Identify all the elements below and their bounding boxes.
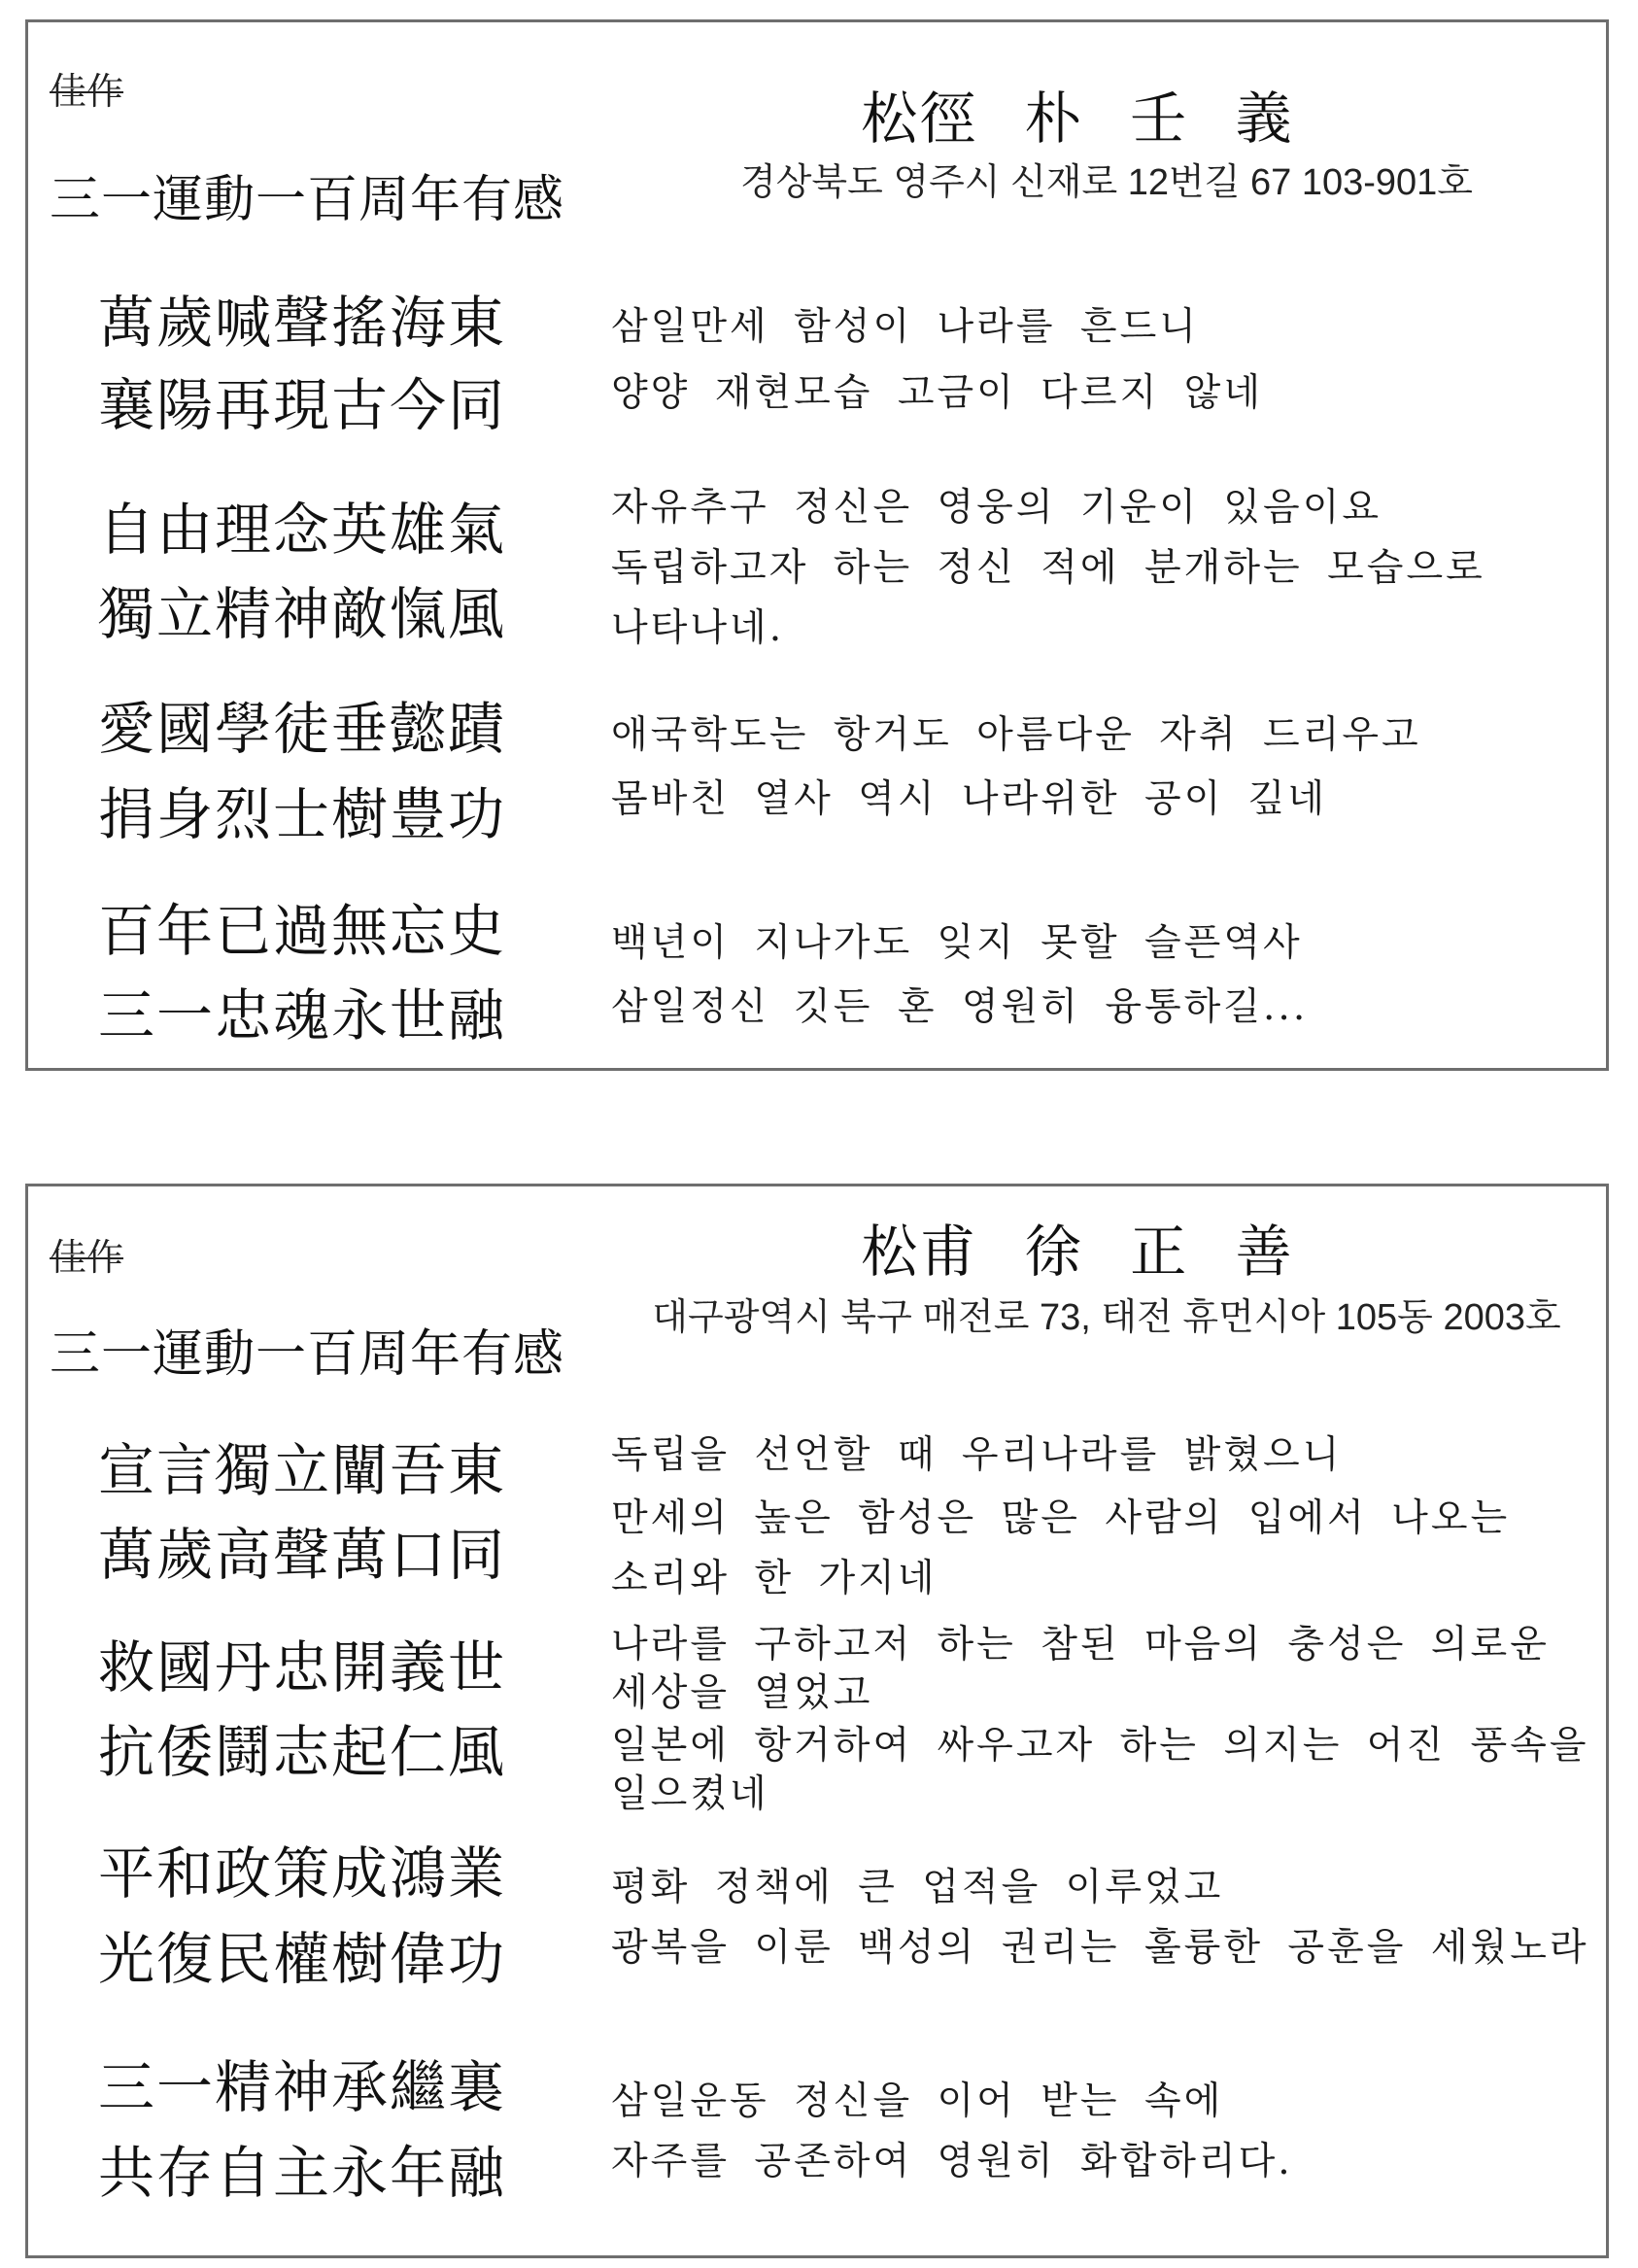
hanja-line: 愛國學徒垂懿蹟	[98, 696, 507, 762]
korean-line: 만세의 높은 함성은 많은 사람의 입에서 나오는	[611, 1496, 1511, 1540]
hanja-line: 獨立精神敵愾風	[98, 581, 507, 647]
author-address: 경상북도 영주시 신재로 12번길 67 103-901호	[740, 162, 1473, 203]
hanja-line: 抗倭鬪志起仁風	[98, 1719, 507, 1785]
hanja-line: 萬歲高聲萬口同	[98, 1522, 507, 1588]
hanja-line: 救國丹忠開義世	[98, 1634, 507, 1701]
korean-line: 독립하고자 하는 정신 적에 분개하는 모습으로	[611, 546, 1485, 590]
korean-line: 일으켰네	[611, 1772, 769, 1816]
hanja-line: 三一忠魂永世融	[98, 982, 507, 1048]
hanja-line: 宣言獨立闡吾東	[98, 1437, 507, 1503]
korean-line: 양양 재현모습 고금이 다르지 않네	[611, 371, 1264, 415]
korean-line: 삼일운동 정신을 이어 받는 속에	[611, 2079, 1224, 2123]
hanja-line: 三一精神承繼裏	[98, 2054, 507, 2120]
korean-line: 삼일만세 함성이 나라를 흔드니	[611, 305, 1199, 349]
author-name: 松徑 朴 壬 義	[861, 86, 1294, 152]
hanja-line: 襄陽再現古今同	[98, 372, 507, 438]
korean-line: 소리와 한 가지네	[611, 1557, 938, 1600]
poem-title: 三一運動一百周年有感	[50, 1325, 565, 1384]
korean-line: 일본에 항거하여 싸우고자 하는 의지는 어진 풍속을	[611, 1724, 1589, 1768]
korean-line: 나타나네.	[611, 606, 785, 650]
korean-line: 평화 정책에 큰 업적을 이루었고	[611, 1866, 1224, 1909]
poem-card-1	[25, 19, 1609, 1071]
hanja-line: 光復民權樹偉功	[98, 1926, 507, 1992]
korean-line: 독립을 선언할 때 우리나라를 밝혔으니	[611, 1433, 1343, 1477]
hanja-line: 萬歲喊聲搖海東	[98, 290, 507, 356]
korean-line: 자유추구 정신은 영웅의 기운이 있음이요	[611, 486, 1382, 530]
korean-line: 자주를 공존하여 영원히 화합하리다.	[611, 2140, 1293, 2183]
korean-line: 나라를 구하고저 하는 참된 마음의 충성은 의로운	[611, 1623, 1550, 1667]
award-badge: 佳作	[50, 1236, 124, 1279]
poem-title: 三一運動一百周年有感	[50, 171, 565, 229]
hanja-line: 自由理念英雄氣	[98, 497, 507, 563]
author-address: 대구광역시 북구 매전로 73, 태전 휴먼시아 105동 2003호	[652, 1297, 1561, 1338]
korean-line: 몸바친 열사 역시 나라위한 공이 깊네	[611, 777, 1328, 821]
hanja-line: 捐身烈士樹豊功	[98, 781, 507, 847]
poem-card-2	[25, 1184, 1609, 2258]
hanja-line: 百年已過無忘史	[98, 898, 507, 964]
hanja-line: 共存自主永年融	[98, 2140, 507, 2206]
hanja-line: 平和政策成鴻業	[98, 1840, 507, 1907]
author-name: 松甫 徐 正 善	[861, 1219, 1294, 1285]
korean-line: 삼일정신 깃든 혼 영원히 융통하길...	[611, 985, 1309, 1029]
korean-line: 광복을 이룬 백성의 권리는 훌륭한 공훈을 세웠노라	[611, 1926, 1589, 1970]
korean-line: 애국학도는 항거도 아름다운 자취 드리우고	[611, 713, 1421, 757]
award-badge: 佳作	[50, 70, 124, 113]
korean-line: 백년이 지나가도 잊지 못할 슬픈역사	[611, 921, 1303, 965]
korean-line: 세상을 열었고	[611, 1671, 873, 1715]
